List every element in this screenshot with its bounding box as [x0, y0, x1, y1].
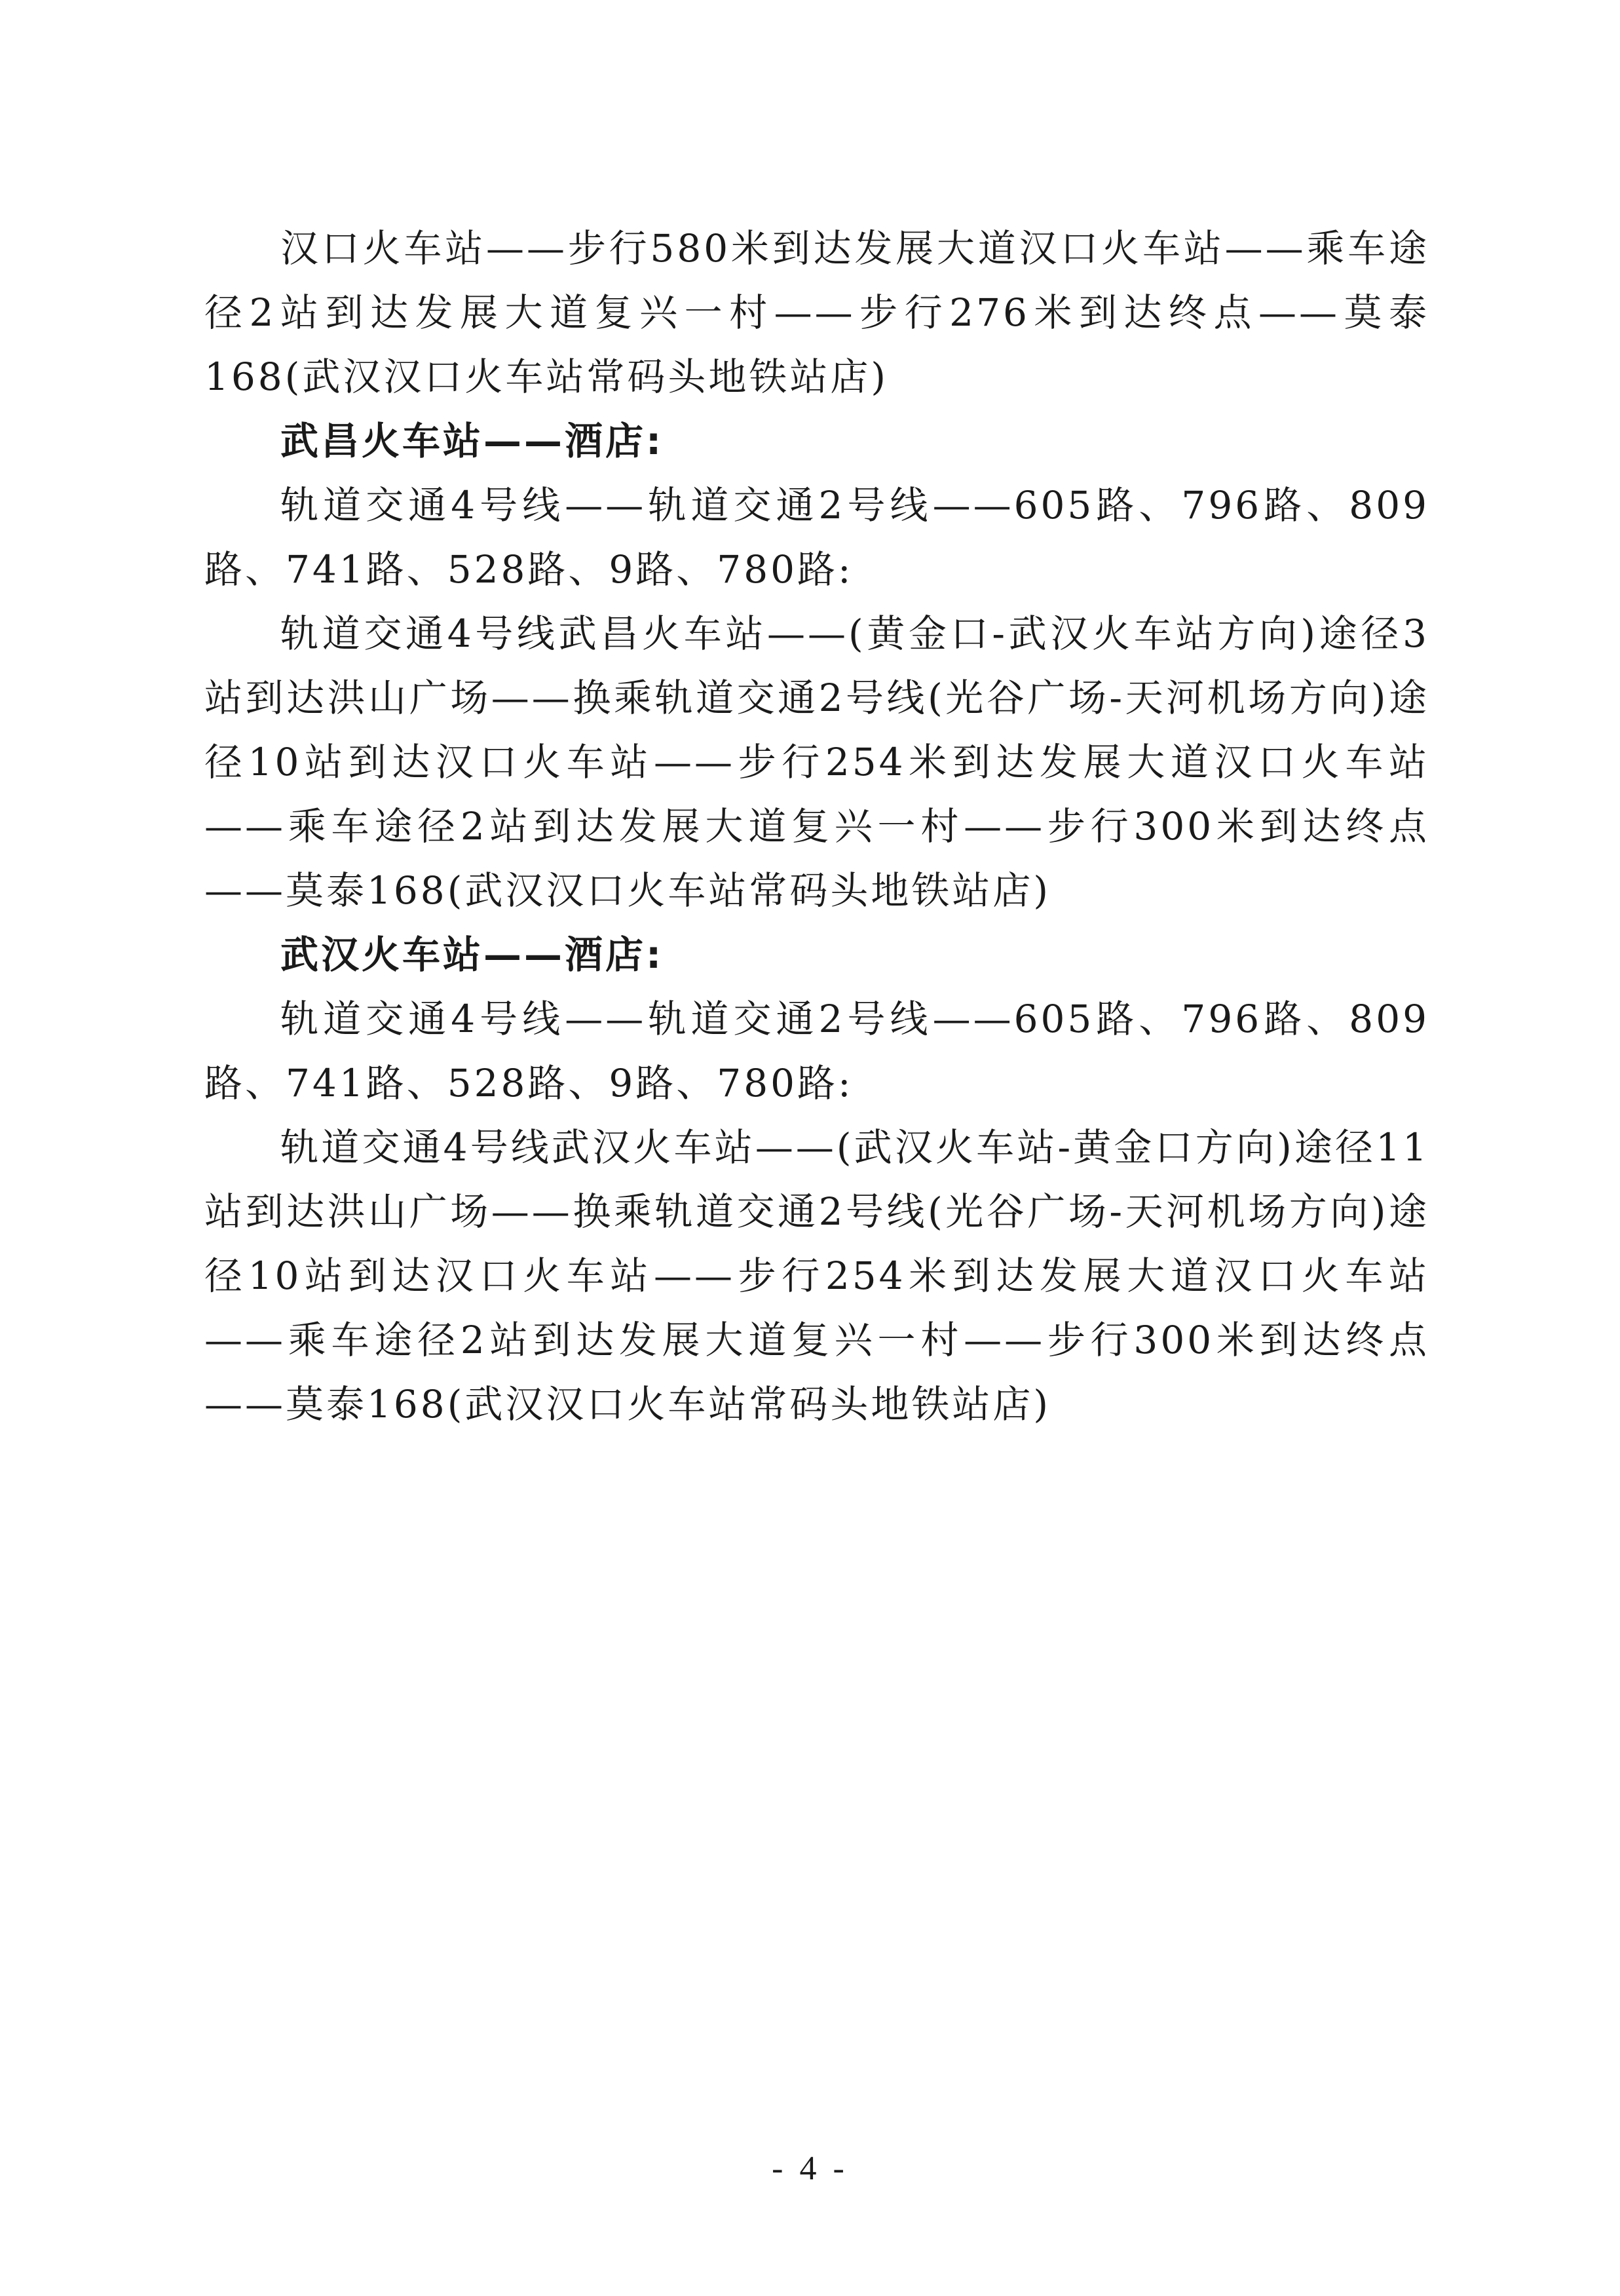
wuhan-section-heading: 武汉火车站——酒店: [280, 932, 664, 977]
wuchang-lines-summary: 轨道交通4号线——轨道交通2号线——605路、796路、809路、741路、528路、9路、780路: [204, 483, 1429, 592]
hankou-route-paragraph: 汉口火车站——步行580米到达发展大道汉口火车站——乘车途径2站到达发展大道复兴一村——步行276米到达终点——莫泰168(武汉汉口火车站常码头地铁站店) [204, 226, 1429, 399]
wuchang-section-heading: 武昌火车站——酒店: [280, 419, 664, 463]
wuchang-route-paragraph: 轨道交通4号线武昌火车站——(黄金口-武汉火车站方向)途径3站到达洪山广场——换乘轨道交通2号线(光谷广场-天河机场方向)途径10站到达汉口火车站——步行254米到达发展大道汉口火车站——乘车途径2站到达发展大道复兴一村——步行300米到达终点——莫泰168(武汉汉口火车站常码头地铁站店) [204, 611, 1429, 913]
wuhan-lines-summary: 轨道交通4号线——轨道交通2号线——605路、796路、809路、741路、528路、9路、780路: [204, 997, 1429, 1105]
document-body [204, 216, 1429, 1436]
wuhan-route-paragraph: 轨道交通4号线武汉火车站——(武汉火车站-黄金口方向)途径11站到达洪山广场——换乘轨道交通2号线(光谷广场-天河机场方向)途径10站到达汉口火车站——步行254米到达发展大道汉口火车站——乘车途径2站到达发展大道复兴一村——步行300米到达终点——莫泰168(武汉汉口火车站常码头地铁站店) [204, 1125, 1429, 1426]
page-number: - 4 - [772, 2150, 848, 2187]
